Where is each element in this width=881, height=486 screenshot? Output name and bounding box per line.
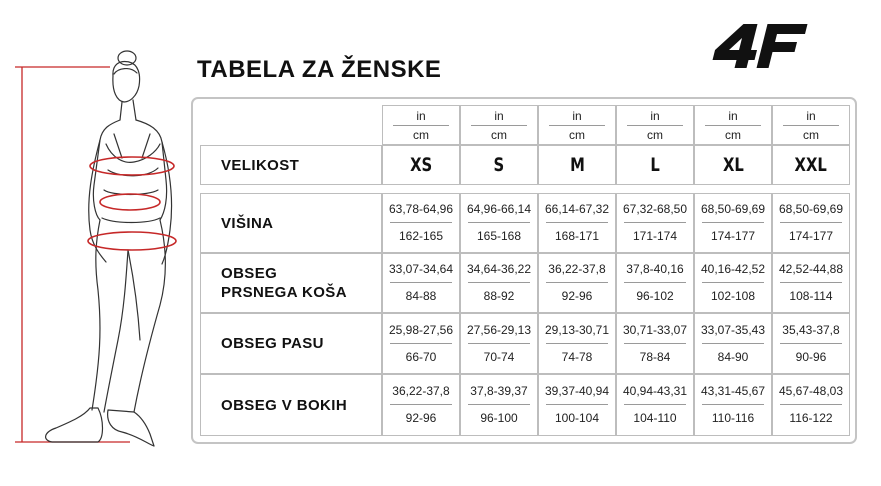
unit-header-m bbox=[538, 105, 616, 145]
unit-label-centimeters: cm bbox=[803, 127, 819, 142]
value-cm: 78-84 bbox=[639, 349, 671, 364]
divider-line bbox=[546, 222, 608, 223]
value-inches: 33,07-35,43 bbox=[700, 322, 766, 337]
value-cm: 174-177 bbox=[788, 229, 834, 243]
divider-line bbox=[624, 282, 686, 283]
divider-line bbox=[783, 125, 839, 126]
divider-line bbox=[624, 222, 686, 223]
value-inches: 40,94-43,31 bbox=[622, 384, 688, 398]
measure-cell bbox=[382, 253, 460, 313]
measure-cell bbox=[538, 374, 616, 436]
measure-cell bbox=[616, 193, 694, 253]
value-inches: 63,78-64,96 bbox=[388, 202, 454, 216]
divider-line bbox=[468, 222, 530, 223]
divider-line bbox=[624, 404, 686, 405]
value-inches: 34,64-36,22 bbox=[466, 262, 532, 276]
unit-label-inches: in bbox=[806, 108, 816, 123]
unit-label-centimeters: cm bbox=[569, 127, 585, 142]
value-inches: 68,50-69,69 bbox=[700, 202, 766, 216]
value-cm: 110-116 bbox=[711, 411, 755, 425]
divider-line bbox=[624, 343, 686, 344]
value-cm: 70-74 bbox=[483, 349, 515, 364]
value-inches: 35,43-37,8 bbox=[782, 322, 840, 337]
value-cm: 88-92 bbox=[483, 289, 515, 303]
unit-header-l bbox=[616, 105, 694, 145]
unit-label-inches: in bbox=[572, 108, 582, 123]
divider-line bbox=[780, 222, 842, 223]
measure-row-label bbox=[200, 253, 382, 313]
measure-cell bbox=[460, 374, 538, 436]
measure-cell bbox=[694, 193, 772, 253]
value-inches: 36,22-37,8 bbox=[392, 384, 450, 398]
value-cm: 108-114 bbox=[789, 289, 833, 303]
measure-cell bbox=[694, 374, 772, 436]
unit-label-centimeters: cm bbox=[647, 127, 663, 142]
divider-line bbox=[705, 125, 761, 126]
value-cm: 84-90 bbox=[717, 349, 749, 364]
unit-label-centimeters: cm bbox=[491, 127, 507, 142]
value-cm: 104-110 bbox=[633, 411, 677, 425]
unit-header-xl bbox=[694, 105, 772, 145]
measure-cell bbox=[772, 253, 850, 313]
divider-line bbox=[549, 125, 605, 126]
size-header-s bbox=[460, 145, 538, 185]
unit-label-inches: in bbox=[728, 108, 738, 123]
size-value: M bbox=[569, 154, 585, 176]
unit-header-xs bbox=[382, 105, 460, 145]
divider-line bbox=[780, 282, 842, 283]
value-cm: 171-174 bbox=[632, 229, 678, 243]
size-header-xxl bbox=[772, 145, 850, 185]
size-header-m bbox=[538, 145, 616, 185]
waist-measure-ellipse bbox=[100, 194, 160, 210]
value-inches: 66,14-67,32 bbox=[544, 202, 610, 216]
value-inches: 67,32-68,50 bbox=[622, 202, 688, 216]
size-value: XS bbox=[409, 154, 433, 176]
value-inches: 37,8-40,16 bbox=[626, 262, 684, 276]
divider-line bbox=[390, 404, 452, 405]
unit-label-inches: in bbox=[650, 108, 660, 123]
divider-line bbox=[702, 343, 764, 344]
value-inches: 42,52-44,88 bbox=[778, 262, 844, 276]
value-cm: 90-96 bbox=[795, 349, 827, 364]
measure-cell bbox=[616, 374, 694, 436]
measure-cell bbox=[460, 253, 538, 313]
divider-line bbox=[390, 282, 452, 283]
measure-label: VIŠINA bbox=[221, 214, 274, 232]
value-inches: 40,16-42,52 bbox=[700, 262, 766, 276]
measure-cell bbox=[694, 253, 772, 313]
measure-label: OBSEG V BOKIH bbox=[221, 396, 348, 414]
size-header-l bbox=[616, 145, 694, 185]
value-inches: 30,71-33,07 bbox=[622, 322, 688, 337]
value-cm: 96-102 bbox=[636, 289, 674, 303]
divider-line bbox=[468, 404, 530, 405]
unit-header-s bbox=[460, 105, 538, 145]
divider-line bbox=[468, 343, 530, 344]
value-inches: 37,8-39,37 bbox=[470, 384, 528, 398]
unit-label-centimeters: cm bbox=[413, 127, 429, 142]
value-inches: 43,31-45,67 bbox=[700, 384, 766, 398]
size-header-xl bbox=[694, 145, 772, 185]
size-value: L bbox=[650, 154, 660, 176]
divider-line bbox=[702, 404, 764, 405]
size-row-label bbox=[200, 145, 382, 185]
value-cm: 66-70 bbox=[405, 349, 437, 364]
measure-cell bbox=[538, 253, 616, 313]
divider-line bbox=[780, 404, 842, 405]
value-cm: 92-96 bbox=[561, 289, 593, 303]
measure-cell bbox=[460, 313, 538, 374]
value-inches: 68,50-69,69 bbox=[778, 202, 844, 216]
divider-line bbox=[546, 404, 608, 405]
size-value: XXL bbox=[794, 154, 828, 176]
value-inches: 29,13-30,71 bbox=[544, 322, 610, 337]
measure-label: OBSEG PASU bbox=[221, 335, 324, 352]
measure-cell bbox=[460, 193, 538, 253]
size-value: S bbox=[493, 154, 505, 176]
brand-logo bbox=[712, 22, 808, 70]
value-inches: 36,22-37,8 bbox=[548, 262, 606, 276]
divider-line bbox=[468, 282, 530, 283]
measure-cell bbox=[616, 253, 694, 313]
value-cm: 92-96 bbox=[405, 411, 437, 425]
divider-line bbox=[546, 343, 608, 344]
hip-measure-ellipse bbox=[88, 232, 176, 250]
value-cm: 102-108 bbox=[710, 289, 756, 303]
value-cm: 168-171 bbox=[554, 229, 600, 243]
divider-line bbox=[390, 343, 452, 344]
value-cm: 84-88 bbox=[405, 289, 437, 303]
woman-figure-illustration bbox=[0, 40, 190, 460]
value-cm: 74-78 bbox=[561, 349, 593, 364]
divider-line bbox=[546, 282, 608, 283]
measure-cell bbox=[538, 313, 616, 374]
unit-header-xxl bbox=[772, 105, 850, 145]
measure-cell bbox=[772, 313, 850, 374]
size-header-xs bbox=[382, 145, 460, 185]
value-inches: 45,67-48,03 bbox=[778, 384, 844, 398]
divider-line bbox=[390, 222, 452, 223]
divider-line bbox=[702, 222, 764, 223]
value-inches: 33,07-34,64 bbox=[388, 262, 454, 276]
measure-label: OBSEG PRSNEGA KOŠA bbox=[221, 265, 347, 301]
measure-cell bbox=[694, 313, 772, 374]
measure-cell bbox=[772, 193, 850, 253]
divider-line bbox=[627, 125, 683, 126]
measure-row-label bbox=[200, 193, 382, 253]
measure-cell bbox=[616, 313, 694, 374]
measure-cell bbox=[382, 374, 460, 436]
value-inches: 25,98-27,56 bbox=[388, 322, 454, 337]
value-inches: 27,56-29,13 bbox=[466, 322, 532, 337]
unit-label-inches: in bbox=[416, 108, 426, 123]
value-cm: 116-122 bbox=[789, 411, 833, 425]
measure-cell bbox=[382, 193, 460, 253]
page-title: TABELA ZA ŽENSKE bbox=[197, 56, 442, 83]
size-label: VELIKOST bbox=[221, 156, 300, 174]
chest-measure-ellipse bbox=[90, 157, 174, 175]
divider-line bbox=[393, 125, 449, 126]
divider-line bbox=[471, 125, 527, 126]
divider-line bbox=[780, 343, 842, 344]
value-cm: 100-104 bbox=[554, 411, 600, 425]
value-cm: 174-177 bbox=[710, 229, 756, 243]
value-cm: 96-100 bbox=[480, 411, 518, 425]
measure-cell bbox=[382, 313, 460, 374]
measure-cell bbox=[772, 374, 850, 436]
unit-label-inches: in bbox=[494, 108, 504, 123]
size-value: XL bbox=[722, 154, 744, 176]
unit-label-centimeters: cm bbox=[725, 127, 741, 142]
value-inches: 39,37-40,94 bbox=[544, 384, 610, 398]
measure-row-label bbox=[200, 374, 382, 436]
value-cm: 165-168 bbox=[476, 229, 522, 243]
value-inches: 64,96-66,14 bbox=[466, 202, 532, 216]
value-cm: 162-165 bbox=[398, 229, 444, 243]
measure-cell bbox=[538, 193, 616, 253]
divider-line bbox=[702, 282, 764, 283]
measure-row-label bbox=[200, 313, 382, 374]
